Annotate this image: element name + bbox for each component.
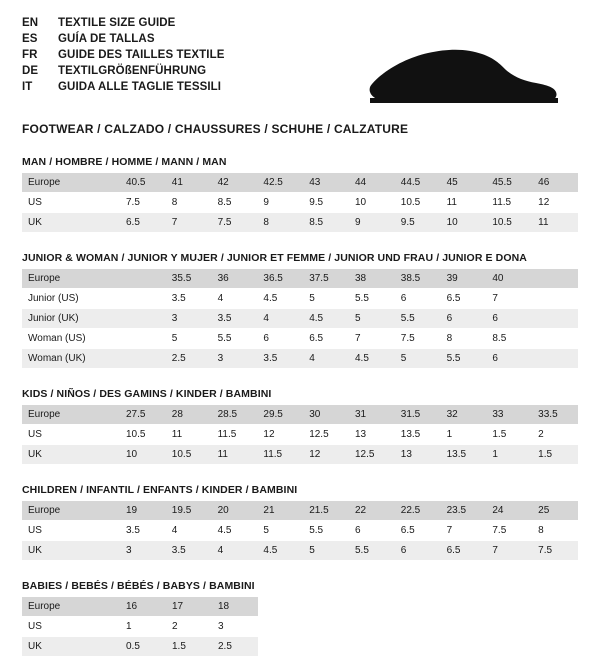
size-cell: 5.5: [349, 289, 395, 308]
row-label: US: [22, 425, 120, 444]
table-row: [22, 329, 578, 348]
size-cell: 20: [212, 501, 258, 520]
footwear-category-line: FOOTWEAR / CALZADO / CHAUSSURES / SCHUHE / CALZATURE: [22, 122, 409, 136]
language-row: [22, 48, 225, 63]
size-cell: 4.5: [257, 541, 303, 560]
size-cell: 12: [257, 425, 303, 444]
size-cell: 44.5: [395, 173, 441, 192]
table-row: [22, 425, 578, 444]
size-cell: 27.5: [120, 405, 166, 424]
size-cell: 5.5: [395, 309, 441, 328]
size-cell: 32: [441, 405, 487, 424]
size-cell: 4: [257, 309, 303, 328]
size-cell: 6: [441, 309, 487, 328]
size-cell: 16: [120, 597, 166, 616]
size-cell: 7: [441, 521, 487, 540]
size-cell: 7.5: [120, 193, 166, 212]
row-label: US: [22, 617, 120, 636]
size-cell: 9: [349, 213, 395, 232]
size-cell: 12.5: [303, 425, 349, 444]
size-cell: 33: [486, 405, 532, 424]
size-cell: 4.5: [212, 521, 258, 540]
size-cell: 6.5: [303, 329, 349, 348]
size-cell: 11: [532, 213, 578, 232]
size-cell: 44: [349, 173, 395, 192]
size-cell: 8: [257, 213, 303, 232]
size-cell: 3.5: [120, 521, 166, 540]
size-cell: 6: [395, 289, 441, 308]
size-cell: 7: [486, 289, 532, 308]
table-row: [22, 521, 578, 540]
size-cell: 4.5: [349, 349, 395, 368]
size-section: [22, 156, 578, 232]
size-cell: 10: [349, 193, 395, 212]
size-cell: 38.5: [395, 269, 441, 288]
size-cell: 18: [212, 597, 258, 616]
size-cell: 9.5: [303, 193, 349, 212]
size-cell: 3.5: [257, 349, 303, 368]
size-cell: 1.5: [166, 637, 212, 656]
size-cell: 10.5: [166, 445, 212, 464]
size-cell: 4: [212, 541, 258, 560]
size-cell: 8: [532, 521, 578, 540]
size-cell: [120, 309, 166, 328]
size-cell: 28.5: [212, 405, 258, 424]
language-title: GUIDA ALLE TAGLIE TESSILI: [58, 81, 222, 93]
size-cell: 5: [166, 329, 212, 348]
size-cell: 4: [212, 289, 258, 308]
table-row: [22, 349, 578, 368]
row-label: UK: [22, 637, 120, 656]
size-cell: 1.5: [486, 425, 532, 444]
size-cell: 37.5: [303, 269, 349, 288]
row-label: Woman (US): [22, 329, 120, 348]
row-label: UK: [22, 213, 120, 232]
row-label: Europe: [22, 173, 120, 192]
size-cell: 5: [303, 289, 349, 308]
size-cell: 4.5: [257, 289, 303, 308]
section-title: JUNIOR & WOMAN / JUNIOR Y MUJER / JUNIOR ET FEMME / JUNIOR UND FRAU / JUNIOR E DONA: [22, 252, 527, 264]
table-row: [22, 269, 578, 288]
size-cell: 10: [120, 445, 166, 464]
size-cell: 6.5: [441, 289, 487, 308]
size-cell: 8.5: [486, 329, 532, 348]
size-cell: 2.5: [212, 637, 258, 656]
row-label: Europe: [22, 405, 120, 424]
table-row: [22, 501, 578, 520]
size-cell: 22: [349, 501, 395, 520]
size-cell: [120, 329, 166, 348]
row-label: Junior (UK): [22, 309, 120, 328]
size-cell: 6.5: [120, 213, 166, 232]
table-row: [22, 193, 578, 212]
size-section: [22, 252, 578, 368]
size-cell: [532, 309, 578, 328]
size-cell: 2.5: [166, 349, 212, 368]
size-cell: 13.5: [441, 445, 487, 464]
row-label: US: [22, 521, 120, 540]
size-cell: 0.5: [120, 637, 166, 656]
size-cell: 24: [486, 501, 532, 520]
language-row: [22, 80, 225, 95]
size-cell: 6: [395, 541, 441, 560]
size-cell: 6: [349, 521, 395, 540]
size-cell: 13.5: [395, 425, 441, 444]
size-cell: 19: [120, 501, 166, 520]
size-cell: 12: [303, 445, 349, 464]
size-table: [22, 173, 578, 232]
size-cell: 11.5: [257, 445, 303, 464]
size-cell: 6: [486, 309, 532, 328]
size-cell: 35.5: [166, 269, 212, 288]
size-cell: 10.5: [486, 213, 532, 232]
language-title: GUIDE DES TAILLES TEXTILE: [58, 49, 225, 61]
size-cell: 3: [166, 309, 212, 328]
size-cell: 25: [532, 501, 578, 520]
size-cell: 42: [212, 173, 258, 192]
size-cell: 7: [166, 213, 212, 232]
row-label: Europe: [22, 501, 120, 520]
size-cell: 13: [395, 445, 441, 464]
size-cell: 3: [212, 349, 258, 368]
size-table: [22, 597, 258, 656]
section-title: CHILDREN / INFANTIL / ENFANTS / KINDER / BAMBINI: [22, 484, 298, 496]
size-section: [22, 484, 578, 560]
section-title: BABIES / BEBÉS / BÉBÉS / BABYS / BAMBINI: [22, 580, 255, 592]
size-cell: 6: [257, 329, 303, 348]
size-table: [22, 269, 578, 368]
size-cell: 31.5: [395, 405, 441, 424]
size-cell: 6: [486, 349, 532, 368]
size-cell: [532, 289, 578, 308]
size-cell: 17: [166, 597, 212, 616]
size-cell: [120, 269, 166, 288]
size-cell: 29.5: [257, 405, 303, 424]
size-cell: 8.5: [303, 213, 349, 232]
language-titles: [22, 16, 225, 95]
row-label: US: [22, 193, 120, 212]
size-cell: 41: [166, 173, 212, 192]
size-cell: 31: [349, 405, 395, 424]
row-label: UK: [22, 445, 120, 464]
size-cell: 8: [166, 193, 212, 212]
size-cell: 11.5: [212, 425, 258, 444]
size-cell: 3: [212, 617, 258, 636]
size-cell: 6.5: [395, 521, 441, 540]
size-cell: 7.5: [212, 213, 258, 232]
row-label: Woman (UK): [22, 349, 120, 368]
size-section: [22, 580, 578, 656]
size-table: [22, 501, 578, 560]
language-row: [22, 64, 225, 79]
size-cell: 36: [212, 269, 258, 288]
language-title: TEXTILGRÖßENFÜHRUNG: [58, 65, 207, 77]
row-label: Europe: [22, 269, 120, 288]
size-cell: 9: [257, 193, 303, 212]
size-tables: [22, 156, 578, 656]
size-cell: 36.5: [257, 269, 303, 288]
table-row: [22, 445, 578, 464]
size-table: [22, 405, 578, 464]
size-cell: 6.5: [441, 541, 487, 560]
size-cell: 12.5: [349, 445, 395, 464]
language-title: GUÍA DE TALLAS: [58, 33, 155, 45]
size-cell: 42.5: [257, 173, 303, 192]
table-row: [22, 617, 258, 636]
size-cell: 5.5: [212, 329, 258, 348]
language-row: [22, 32, 225, 47]
size-cell: 1: [486, 445, 532, 464]
size-cell: 33.5: [532, 405, 578, 424]
size-cell: 21: [257, 501, 303, 520]
table-row: [22, 637, 258, 656]
size-cell: 5: [303, 541, 349, 560]
size-cell: 10.5: [395, 193, 441, 212]
row-label: Junior (US): [22, 289, 120, 308]
language-code: ES: [22, 33, 38, 45]
size-section: [22, 388, 578, 464]
size-cell: [532, 329, 578, 348]
size-cell: 39: [441, 269, 487, 288]
size-cell: 3.5: [212, 309, 258, 328]
size-cell: 5: [257, 521, 303, 540]
table-row: [22, 289, 578, 308]
size-cell: 5.5: [303, 521, 349, 540]
size-cell: 28: [166, 405, 212, 424]
size-cell: 7.5: [532, 541, 578, 560]
size-cell: 2: [532, 425, 578, 444]
document-header: [22, 16, 578, 108]
size-cell: 46: [532, 173, 578, 192]
size-cell: 11.5: [486, 193, 532, 212]
size-cell: 7.5: [486, 521, 532, 540]
language-code: IT: [22, 81, 33, 93]
size-cell: 45: [441, 173, 487, 192]
size-cell: 11: [212, 445, 258, 464]
size-cell: 45.5: [486, 173, 532, 192]
size-cell: 43: [303, 173, 349, 192]
language-code: FR: [22, 49, 38, 61]
size-cell: 40: [486, 269, 532, 288]
size-cell: 2: [166, 617, 212, 636]
size-cell: 4: [166, 521, 212, 540]
size-cell: [120, 349, 166, 368]
row-label: UK: [22, 541, 120, 560]
size-cell: 8.5: [212, 193, 258, 212]
size-cell: 5: [349, 309, 395, 328]
language-code: DE: [22, 65, 39, 77]
size-cell: 11: [166, 425, 212, 444]
size-cell: 5.5: [349, 541, 395, 560]
table-row: [22, 173, 578, 192]
section-title: KIDS / NIÑOS / DES GAMINS / KINDER / BAMBINI: [22, 388, 272, 400]
language-title: TEXTILE SIZE GUIDE: [58, 17, 176, 29]
size-cell: 3: [120, 541, 166, 560]
size-cell: 3.5: [166, 289, 212, 308]
size-cell: 23.5: [441, 501, 487, 520]
size-cell: 11: [441, 193, 487, 212]
language-code: EN: [22, 17, 39, 29]
size-cell: 19.5: [166, 501, 212, 520]
size-cell: 12: [532, 193, 578, 212]
size-cell: [532, 269, 578, 288]
table-row: [22, 213, 578, 232]
size-cell: [532, 349, 578, 368]
size-cell: 30: [303, 405, 349, 424]
size-cell: 5.5: [441, 349, 487, 368]
size-cell: 1.5: [532, 445, 578, 464]
size-cell: 40.5: [120, 173, 166, 192]
size-cell: 3.5: [166, 541, 212, 560]
dress-shoe-icon: [364, 40, 564, 110]
size-cell: 10.5: [120, 425, 166, 444]
size-cell: 38: [349, 269, 395, 288]
size-cell: 1: [120, 617, 166, 636]
size-cell: 1: [441, 425, 487, 444]
size-cell: 8: [441, 329, 487, 348]
size-cell: 5: [395, 349, 441, 368]
size-cell: 7: [349, 329, 395, 348]
table-row: [22, 405, 578, 424]
size-cell: 4: [303, 349, 349, 368]
size-cell: 9.5: [395, 213, 441, 232]
size-cell: 13: [349, 425, 395, 444]
table-row: [22, 541, 578, 560]
size-cell: [120, 289, 166, 308]
section-title: MAN / HOMBRE / HOMME / MANN / MAN: [22, 156, 227, 168]
size-cell: 4.5: [303, 309, 349, 328]
size-cell: 10: [441, 213, 487, 232]
size-cell: 7.5: [395, 329, 441, 348]
size-cell: 21.5: [303, 501, 349, 520]
size-cell: 7: [486, 541, 532, 560]
size-cell: 22.5: [395, 501, 441, 520]
table-row: [22, 309, 578, 328]
language-row: [22, 16, 225, 31]
row-label: Europe: [22, 597, 120, 616]
